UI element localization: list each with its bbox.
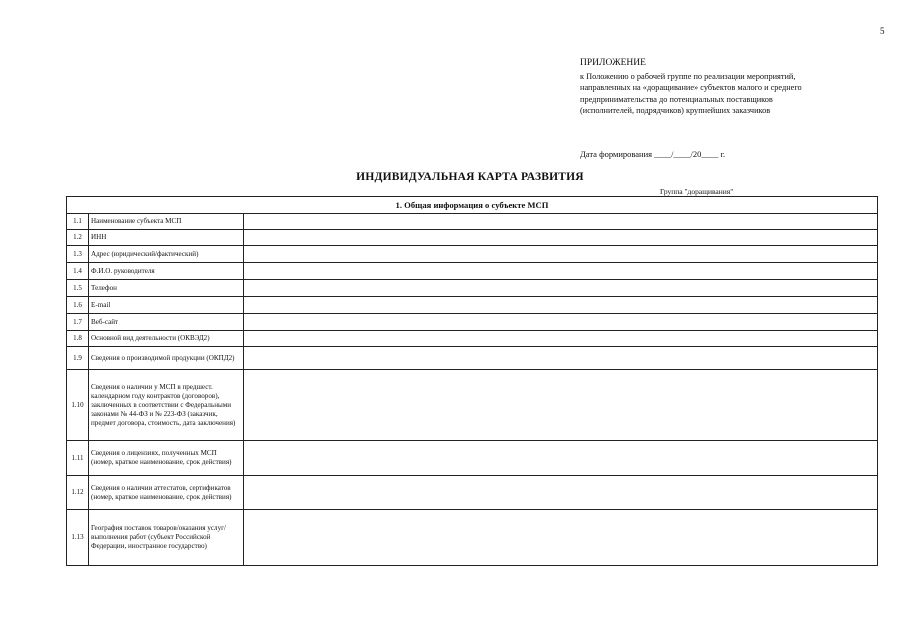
row-value-field[interactable] bbox=[244, 331, 878, 347]
row-value-field[interactable] bbox=[244, 476, 878, 510]
row-label: Основной вид деятельности (ОКВЭД2) bbox=[89, 331, 244, 347]
development-card-table bbox=[66, 196, 878, 566]
row-value-field[interactable] bbox=[244, 441, 878, 476]
row-label: Сведения о производимой продукции (ОКПД2) bbox=[89, 347, 244, 370]
appendix-header bbox=[580, 58, 880, 117]
row-value-field[interactable] bbox=[244, 347, 878, 370]
row-value-field[interactable] bbox=[244, 510, 878, 566]
row-label: Сведения о наличии аттестатов, сертификатов (номер, краткое наименование, срок действия) bbox=[89, 476, 244, 510]
row-value-field[interactable] bbox=[244, 280, 878, 297]
row-number: 1.1 bbox=[67, 214, 89, 230]
table-row bbox=[67, 297, 878, 314]
row-number: 1.6 bbox=[67, 297, 89, 314]
row-number: 1.7 bbox=[67, 314, 89, 331]
table-row bbox=[67, 331, 878, 347]
row-number: 1.5 bbox=[67, 280, 89, 297]
row-value-field[interactable] bbox=[244, 297, 878, 314]
table-row bbox=[67, 314, 878, 331]
row-label: Сведения о лицензиях, полученных МСП (номер, краткое наименование, срок действия) bbox=[89, 441, 244, 476]
row-value-field[interactable] bbox=[244, 263, 878, 280]
row-number: 1.3 bbox=[67, 246, 89, 263]
row-number: 1.9 bbox=[67, 347, 89, 370]
row-label: Веб-сайт bbox=[89, 314, 244, 331]
row-value-field[interactable] bbox=[244, 230, 878, 246]
group-label: Группа "доращивания" bbox=[660, 187, 734, 196]
row-number: 1.8 bbox=[67, 331, 89, 347]
appendix-line: предпринимательства до потенциальных поставщиков bbox=[580, 94, 773, 104]
row-value-field[interactable] bbox=[244, 214, 878, 230]
row-number: 1.2 bbox=[67, 230, 89, 246]
table-row bbox=[67, 230, 878, 246]
row-label: E-mail bbox=[89, 297, 244, 314]
appendix-line: (исполнителей, подрядчиков) крупнейших заказчиков bbox=[580, 106, 771, 115]
table-row bbox=[67, 476, 878, 510]
appendix-line: направленных на «доращивание» субъектов малого и среднего bbox=[580, 83, 802, 92]
row-label: Адрес (юридический/фактический) bbox=[89, 246, 244, 263]
row-label: Сведения о наличии у МСП в предшест. календарном году контрактов (договоров), заключенных в соответствии с Федеральными законами № 44-ФЗ и № 223-ФЗ (заказчик, предмет договора, стоимость, дата заключения) bbox=[89, 370, 244, 441]
table-row bbox=[67, 441, 878, 476]
table-row bbox=[67, 246, 878, 263]
row-value-field[interactable] bbox=[244, 370, 878, 441]
row-label: Наименование субъекта МСП bbox=[89, 214, 244, 230]
row-label: Телефон bbox=[89, 280, 244, 297]
table-row bbox=[67, 347, 878, 370]
appendix-title: ПРИЛОЖЕНИЕ bbox=[580, 58, 646, 68]
row-label: Ф.И.О. руководителя bbox=[89, 263, 244, 280]
row-number: 1.12 bbox=[67, 476, 89, 510]
table-row bbox=[67, 214, 878, 230]
row-label: География поставок товаров/оказания услуг/выполнения работ (субъект Российской Федерации, иностранное государство) bbox=[89, 510, 244, 566]
row-number: 1.13 bbox=[67, 510, 89, 566]
row-value-field[interactable] bbox=[244, 246, 878, 263]
table-row bbox=[67, 370, 878, 441]
formation-date-line: Дата формирования ____/____/20____ г. bbox=[580, 149, 726, 159]
row-number: 1.10 bbox=[67, 370, 89, 441]
appendix-line: к Положению о рабочей группе по реализации мероприятий, bbox=[580, 71, 796, 81]
page-number: 5 bbox=[880, 26, 885, 36]
row-number: 1.4 bbox=[67, 263, 89, 280]
row-number: 1.11 bbox=[67, 441, 89, 476]
table-row bbox=[67, 280, 878, 297]
section-title: 1. Общая информация о субъекте МСП bbox=[67, 197, 878, 214]
section-header-row bbox=[67, 197, 878, 214]
table-row bbox=[67, 263, 878, 280]
row-label: ИНН bbox=[89, 230, 244, 246]
table-row bbox=[67, 510, 878, 566]
document-title: ИНДИВИДУАЛЬНАЯ КАРТА РАЗВИТИЯ bbox=[356, 171, 584, 183]
row-value-field[interactable] bbox=[244, 314, 878, 331]
